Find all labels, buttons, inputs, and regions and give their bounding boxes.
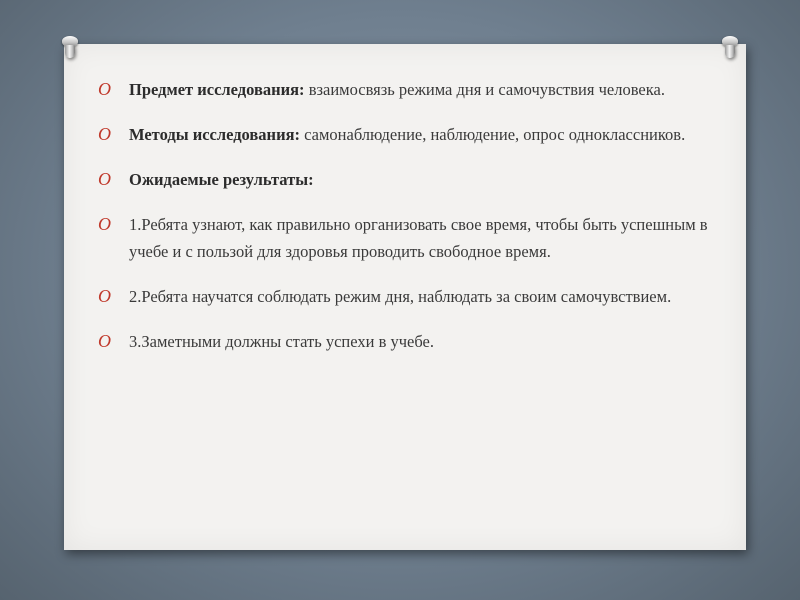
item-text: взаимосвязь режима дня и самочувствия человека. [304,80,665,99]
pushpin-icon [722,36,738,60]
item-label: Методы исследования: [129,125,300,144]
item-text: самонаблюдение, наблюдение, опрос одноклассников. [300,125,686,144]
list-item-subject [98,76,708,103]
pushpin-body [65,45,75,58]
list-item-result-3 [98,328,708,355]
bullet-icon: O [98,331,111,351]
bullet-icon: O [98,214,111,234]
list-item-expected-results [98,166,708,193]
pushpin-body [725,45,735,58]
slide-content [98,76,708,373]
item-text: 3.Заметными должны стать успехи в учебе. [129,332,434,351]
item-label: Ожидаемые результаты: [129,170,314,189]
bullet-icon: O [98,79,111,99]
item-label: Предмет исследования: [129,80,305,99]
list-item-result-1 [98,211,708,265]
list-item-methods [98,121,708,148]
bullet-icon: O [98,124,111,144]
list-item-result-2 [98,283,708,310]
item-text: 2.Ребята научатся соблюдать режим дня, наблюдать за своим самочувствием. [129,287,672,306]
item-text: 1.Ребята узнают, как правильно организовать свое время, чтобы быть успешным в учебе и с пользой для здоровья проводить свободное время. [129,215,708,261]
bullet-icon: O [98,286,111,306]
bullet-icon: O [98,169,111,189]
pushpin-icon [62,36,78,60]
